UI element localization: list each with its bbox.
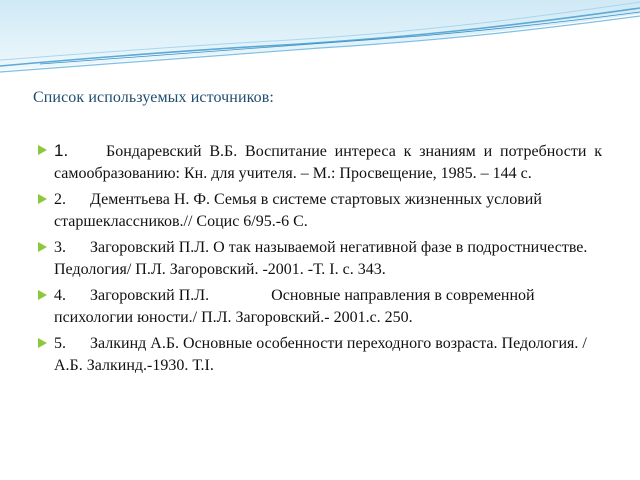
list-item: [38, 140, 602, 185]
bullet-icon: [38, 194, 47, 204]
bullet-icon: [38, 145, 47, 155]
list-item: [38, 189, 602, 233]
bullet-icon: [38, 242, 47, 252]
item-number: 3.: [54, 239, 66, 256]
item-text: Загоровский П.Л. О так называемой негативной фазе в подростничестве. Педология/ П.Л. Загоровский. -2001. -Т. I. с. 343.: [54, 239, 588, 278]
item-number: 4.: [54, 287, 66, 304]
item-number: 5.: [54, 335, 66, 352]
source-list: [38, 140, 602, 381]
item-text: Основные направления в современной психологии юности./ П.Л. Загоровский.- 2001.с. 250.: [54, 287, 535, 326]
item-text: Дементьева Н. Ф. Семья в системе стартовых жизненных условий старшеклассников.// Социс 6/95.-6 С.: [54, 191, 542, 230]
list-item: [38, 285, 602, 329]
header-wave-decoration: [0, 0, 640, 80]
item-text-author: Загоровский П.Л.: [90, 287, 210, 304]
list-item: [38, 237, 602, 281]
bullet-icon: [38, 338, 47, 348]
bullet-icon: [38, 290, 47, 300]
slide-title: Список используемых источников:: [33, 89, 274, 106]
item-text: Залкинд А.Б. Основные особенности переходного возраста. Педология. / А.Б. Залкинд.-1930. Т.I.: [54, 335, 587, 374]
item-text: Бондаревский В.Б. Воспитание интереса к знаниям и потребности к самообразованию: Кн. для учителя. – М.: Просвещение, 1985. – 144 с.: [54, 143, 602, 182]
item-number: 2.: [54, 191, 66, 208]
item-number: 1.: [54, 141, 69, 160]
list-item: [38, 333, 602, 377]
